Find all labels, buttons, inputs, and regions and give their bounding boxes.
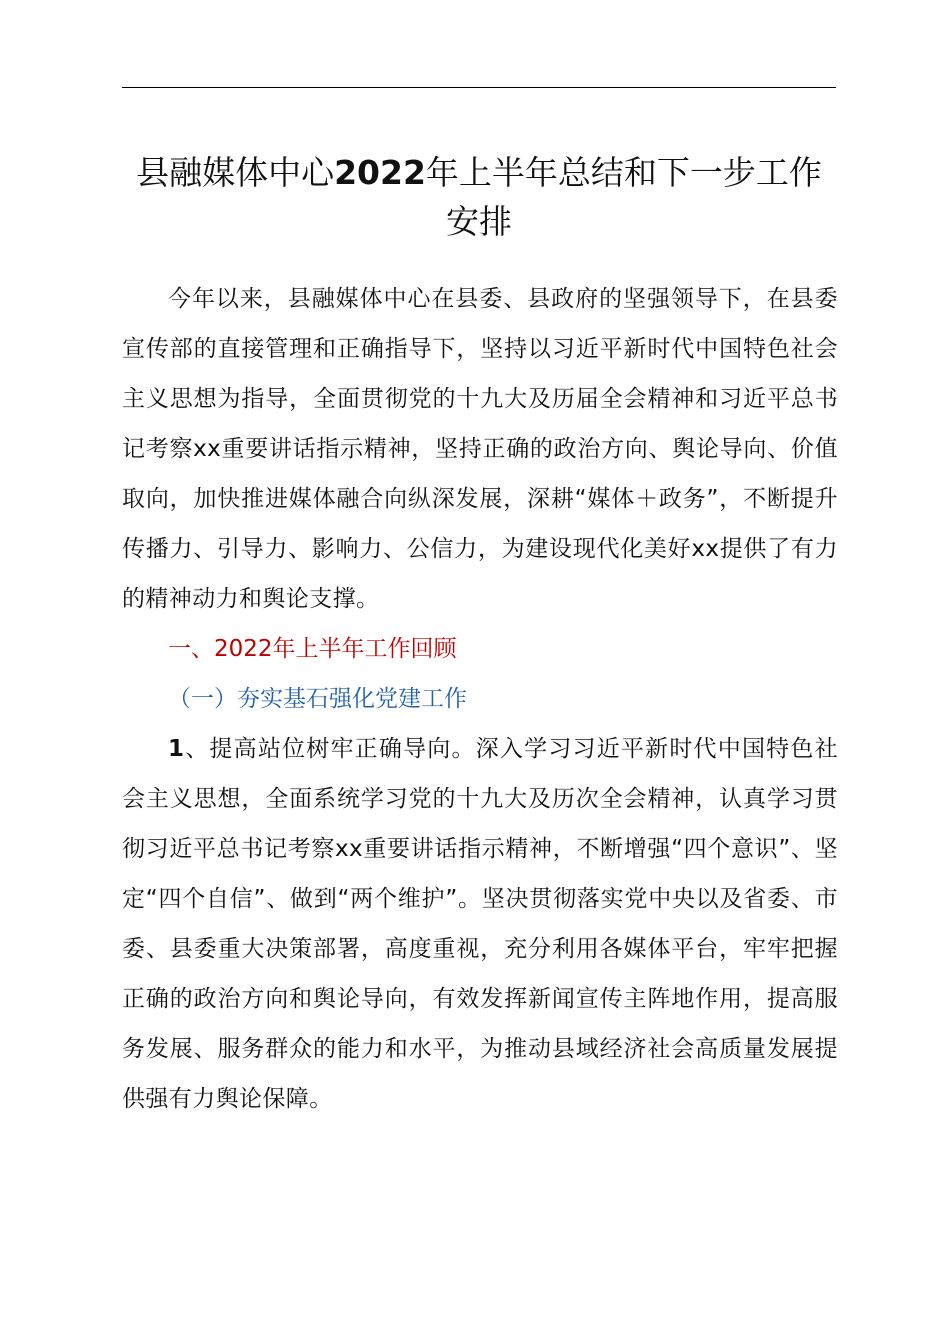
title-suffix: 年上半年总结和下一步工作安排 (425, 153, 822, 241)
document-body (122, 274, 838, 1124)
item-number: 1 (168, 736, 185, 762)
title-year: 2022 (334, 153, 426, 192)
item-text: 、提高站位树牢正确导向。深入学习习近平新时代中国特色社会主义思想，全面系统学习党的十九大及历次全会精神，认真学习贯彻习近平总书记考察xx重要讲话指示精神，不断增强“四个意识”、坚定“四个自信”、做到“两个维护”。坚决贯彻落实党中央以及省委、市委、县委重大决策部署，高度重视，充分利用各媒体平台，牢牢把握正确的政治方向和舆论导向，有效发挥新闻宣传主阵地作用，提高服务发展、服务群众的能力和水平，为推动县域经济社会高质量发展提供强有力舆论保障。 (122, 736, 838, 1112)
subsection-heading: （一）夯实基石强化党建工作 (168, 686, 467, 712)
section-heading: 一、2022年上半年工作回顾 (168, 636, 457, 662)
header-rule (122, 87, 836, 88)
document-title (122, 148, 836, 246)
title-prefix: 县融媒体中心 (136, 153, 335, 192)
item-paragraph (122, 724, 838, 1124)
intro-paragraph: 今年以来，县融媒体中心在县委、县政府的坚强领导下，在县委宣传部的直接管理和正确指导下，坚持以习近平新时代中国特色社会主义思想为指导，全面贯彻党的十九大及历届全会精神和习近平总书记考察xx重要讲话指示精神，坚持正确的政治方向、舆论导向、价值取向，加快推进媒体融合向纵深发展，深耕“媒体＋政务”，不断提升传播力、引导力、影响力、公信力，为建设现代化美好xx提供了有力的精神动力和舆论支撑。 (122, 286, 838, 612)
